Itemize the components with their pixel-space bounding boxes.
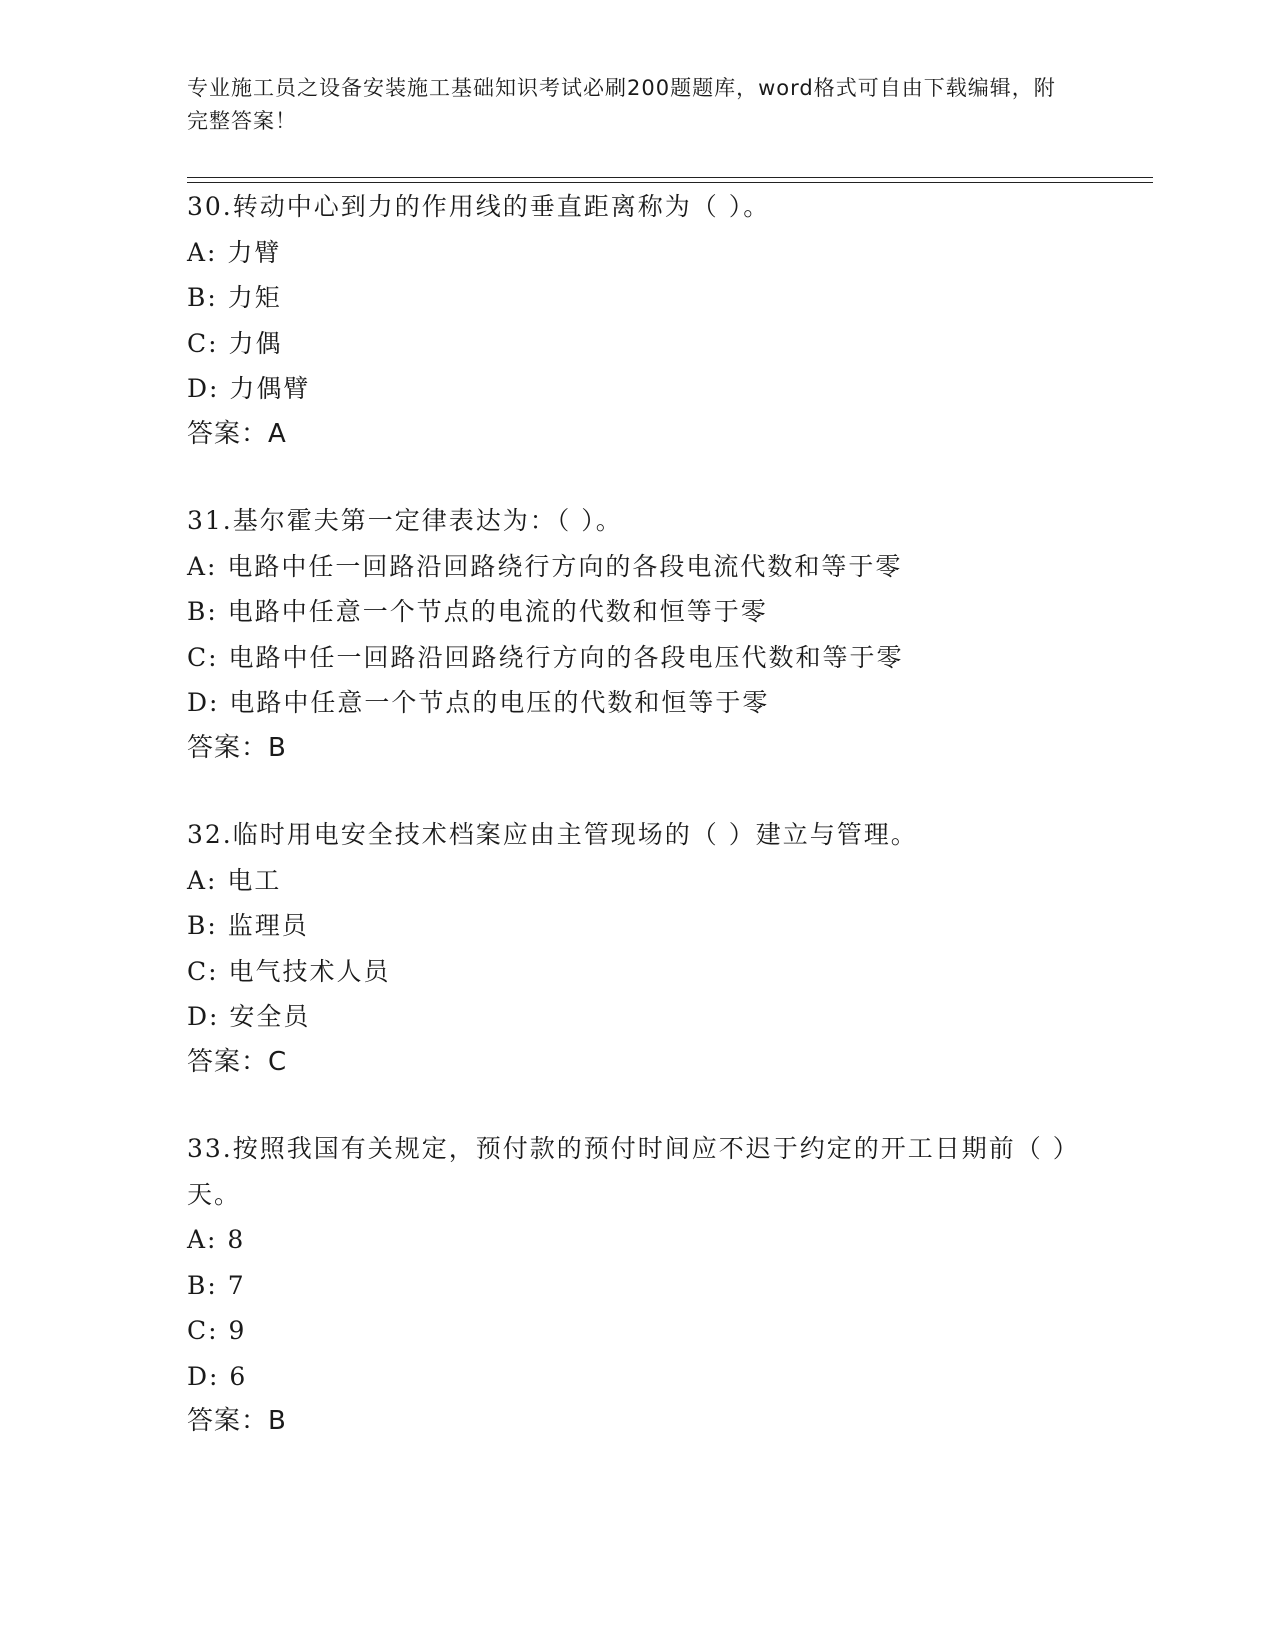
option-d: D: 力偶臂	[187, 374, 311, 403]
document-header: 专业施工员之设备安装施工基础知识考试必刷200题题库，word格式可自由下载编辑，附完整答案！	[187, 76, 1056, 133]
option-c: C: 9	[187, 1316, 247, 1345]
question-text: 31.基尔霍夫第一定律表达为：（ ）。	[187, 506, 623, 535]
option-b: B: 电路中任意一个节点的电流的代数和恒等于零	[187, 597, 768, 626]
option-c: C: 电气技术人员	[187, 956, 391, 986]
option-d: D: 电路中任意一个节点的电压的代数和恒等于零	[187, 688, 770, 717]
header-divider-bottom	[187, 182, 1153, 183]
question-30	[187, 184, 1087, 457]
option-a: A: 电工	[187, 865, 282, 895]
option-d: D: 安全员	[187, 1002, 311, 1031]
question-31	[187, 498, 1087, 771]
option-b: B: 监理员	[187, 911, 309, 940]
option-c: C: 力偶	[187, 328, 283, 358]
answer: 答案：B	[187, 732, 287, 763]
option-c: C: 电路中任一回路沿回路绕行方向的各段电压代数和等于零	[187, 642, 904, 672]
question-text: 32.临时用电安全技术档案应由主管现场的（ ）建立与管理。	[187, 820, 918, 849]
option-d: D: 6	[187, 1361, 248, 1391]
answer: 答案：A	[187, 418, 287, 449]
option-b: B: 力矩	[187, 283, 282, 312]
option-a: A: 8	[187, 1225, 246, 1254]
answer: 答案：C	[187, 1046, 288, 1077]
option-b: B: 7	[187, 1270, 246, 1300]
question-text: 30.转动中心到力的作用线的垂直距离称为（ ）。	[187, 192, 771, 221]
option-a: A: 电路中任一回路沿回路绕行方向的各段电流代数和等于零	[187, 551, 903, 581]
question-text: 33.按照我国有关规定，预付款的预付时间应不迟于约定的开工日期前（ ）天。	[187, 1134, 1080, 1209]
header-divider-top	[187, 177, 1153, 178]
option-a: A: 力臂	[187, 237, 282, 267]
question-32	[187, 812, 1087, 1085]
question-33	[187, 1126, 1087, 1445]
answer: 答案：B	[187, 1406, 287, 1436]
